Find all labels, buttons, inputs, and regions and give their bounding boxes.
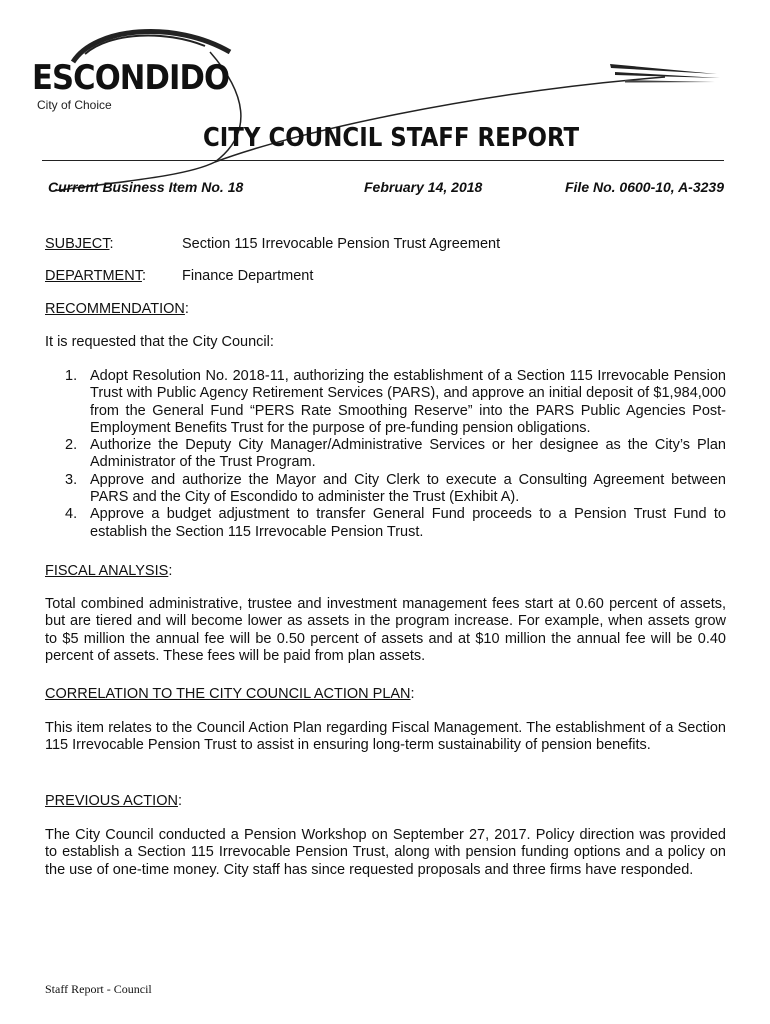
escondido-logo-swoosh-icon	[55, 22, 735, 192]
previous-action-text: The City Council conducted a Pension Workshop on September 27, 2017. Policy direction was provided to establish a Section 115 Irrevocable Pension Trust, along with pension funding options and a policy on the use of one-time money. City staff has since requested proposals and three firms have responded.	[45, 827, 726, 878]
list-item-text: Adopt Resolution No. 2018-11, authorizing the establishment of a Section 115 Irrevocable Pension Trust with Public Agency Retirement Services (PARS), and approve an initial deposit of $1,984,000 from the General Fund “PERS Rate Smoothing Reserve” into the PARS Public Agencies Post-Employment Benefits Trust for the purpose of pre-funding pension obligations.	[90, 368, 726, 436]
department-label-wrap: DEPARTMENT:	[45, 268, 146, 284]
report-meta-row	[48, 178, 724, 196]
correlation-text: This item relates to the Council Action Plan regarding Fiscal Management. The establishment of a Section 115 Irrevocable Pension Trust to assist in ensuring long-term sustainability of pension benefits.	[45, 720, 726, 754]
list-item-number: 1.	[65, 368, 78, 384]
list-item-text: Authorize the Deputy City Manager/Administrative Services or her designee as the City’s Plan Administrator of the Trust Program.	[90, 437, 726, 471]
department-value: Finance Department	[182, 268, 314, 284]
list-item	[65, 506, 726, 541]
previous-action-heading-text: PREVIOUS ACTION	[45, 793, 178, 809]
page-footer: Staff Report - Council	[45, 982, 152, 996]
list-item-text: Approve a budget adjustment to transfer General Fund proceeds to a Pension Trust Fund to establish the Section 115 Irrevocable Pension Trust.	[90, 506, 726, 540]
list-item	[65, 437, 726, 472]
previous-action-heading: PREVIOUS ACTION:	[45, 793, 182, 809]
logo-tagline: City of Choice	[37, 98, 112, 112]
header-divider	[42, 160, 724, 161]
fiscal-analysis-heading: FISCAL ANALYSIS:	[45, 563, 173, 579]
recommendation-heading-text: RECOMMENDATION	[45, 301, 185, 317]
list-item-text: Approve and authorize the Mayor and City Clerk to execute a Consulting Agreement between PARS and the City of Escondido to administer the Trust (Exhibit A).	[90, 471, 726, 506]
recommendation-heading: RECOMMENDATION:	[45, 301, 189, 317]
list-item-number: 2.	[65, 437, 78, 454]
list-item	[65, 472, 726, 507]
list-item-number: 4.	[65, 506, 78, 523]
correlation-heading-text: CORRELATION TO THE CITY COUNCIL ACTION PLAN	[45, 686, 411, 702]
subject-label: SUBJECT	[45, 236, 110, 252]
list-item	[65, 368, 726, 437]
subject-value: Section 115 Irrevocable Pension Trust Agreement	[182, 236, 501, 252]
correlation-heading: CORRELATION TO THE CITY COUNCIL ACTION PLAN:	[45, 686, 415, 702]
report-date: February 14, 2018	[364, 179, 483, 195]
fiscal-analysis-text: Total combined administrative, trustee and investment management fees start at 0.60 percent of assets, but are tiered and will become lower as assets in the program increase. For example, when assets grow to $5 million the annual fee will be 0.50 percent of assets and at $10 million the annual fee will be 0.40 percent of assets. These fees will be paid from plan assets.	[45, 596, 726, 664]
file-number: File No. 0600-10, A-3239	[564, 179, 724, 195]
department-label: DEPARTMENT	[45, 268, 142, 284]
list-item-number: 3.	[65, 471, 78, 488]
subject-label-wrap: SUBJECT:	[45, 236, 114, 252]
business-item-number: Current Business Item No. 18	[48, 179, 244, 195]
logo-city-name: ESCONDIDO	[32, 58, 230, 98]
recommendation-list	[65, 368, 726, 541]
fiscal-analysis-heading-text: FISCAL ANALYSIS	[45, 563, 169, 579]
report-title: CITY COUNCIL STAFF REPORT	[203, 123, 580, 153]
recommendation-intro: It is requested that the City Council:	[45, 334, 274, 350]
